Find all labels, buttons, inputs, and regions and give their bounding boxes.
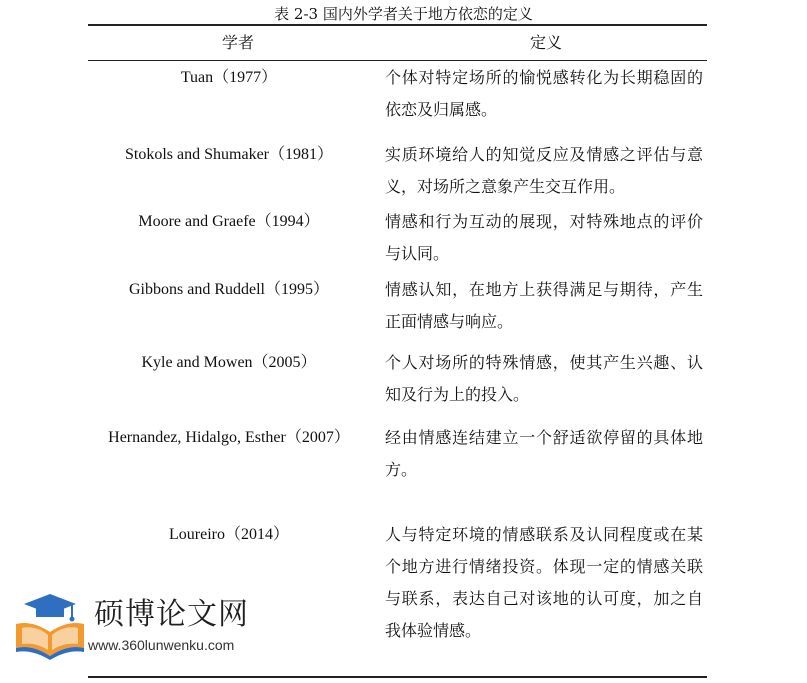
- definition-cell: 实质环境给人的知觉反应及情感之评估与意义，对场所之意象产生交互作用。: [385, 145, 703, 196]
- column-header-scholar: 学者: [221, 33, 254, 52]
- definition-cell: 人与特定环境的情感联系及认同程度或在某个地方进行情绪投资。体现一定的情感关联与联系，表达自己对该地的认可度，加之自我体验情感。: [385, 525, 703, 640]
- site-watermark: [12, 592, 272, 662]
- definition-cell: 个人对场所的特殊情感，使其产生兴趣、认知及行为上的投入。: [385, 353, 703, 404]
- watermark-url: www.360lunwenku.com: [88, 637, 235, 653]
- scholar-cell: Hernandez, Hidalgo, Esther（2007）: [108, 429, 350, 446]
- definition-cell: 经由情感连结建立一个舒适欲停留的具体地方。: [385, 428, 703, 479]
- scholar-cell: Kyle and Mowen（2005）: [141, 354, 317, 371]
- scholar-cell: Loureiro（2014）: [169, 526, 289, 543]
- scholar-cell: Gibbons and Ruddell（1995）: [129, 281, 329, 298]
- table-top-rule: [88, 24, 707, 26]
- column-header-definition: 定义: [529, 33, 562, 52]
- table-header-rule: [88, 60, 707, 61]
- definition-cell: 情感和行为互动的展现，对特殊地点的评价与认同。: [385, 212, 703, 263]
- table-bottom-rule: [88, 676, 707, 678]
- scholar-cell: Tuan（1977）: [180, 69, 278, 86]
- definition-cell: 情感认知，在地方上获得满足与期待，产生正面情感与响应。: [385, 280, 703, 331]
- definition-cell: 个体对特定场所的愉悦感转化为长期稳固的依恋及归属感。: [385, 68, 703, 119]
- watermark-title: 硕博论文网: [94, 597, 249, 632]
- scholar-cell: Moore and Graefe（1994）: [138, 213, 320, 230]
- table-caption: 表 2-3 国内外学者关于地方依恋的定义: [274, 5, 533, 23]
- open-book-graduation-cap-icon: [12, 592, 88, 660]
- scholar-cell: Stokols and Shumaker（1981）: [125, 146, 333, 163]
